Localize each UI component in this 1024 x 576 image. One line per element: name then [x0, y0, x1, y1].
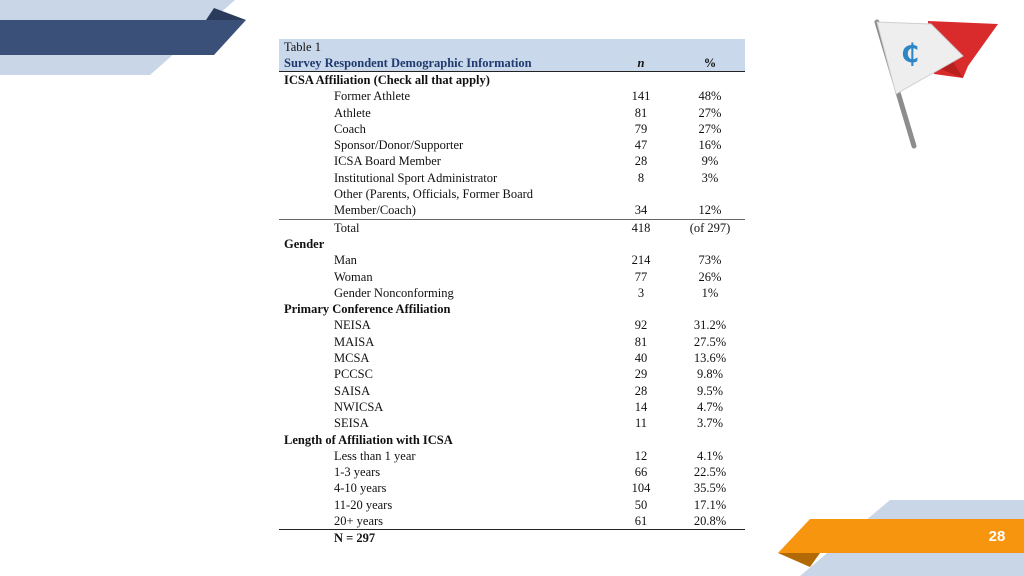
table-row: Sponsor/Donor/Supporter 47 16% [334, 138, 722, 153]
table-row: MAISA 81 27.5% [334, 334, 727, 349]
table-row: NWICSA 14 4.7% [334, 399, 724, 414]
table-row: Coach 79 27% [334, 121, 722, 136]
table-row: SEISA 11 3.7% [334, 416, 724, 431]
logo-letter: ₵ [901, 39, 920, 69]
slide-number: 28 [988, 528, 1006, 545]
table-row: Less than 1 year 12 4.1% [334, 448, 724, 463]
table-footer: N = 297 [334, 531, 376, 546]
table-row: 4-10 years 104 35.5% [334, 481, 727, 496]
section-heading: Length of Affiliation with ICSA [284, 432, 453, 447]
column-header-percent: % [703, 56, 717, 70]
table-row: Gender Nonconforming 3 1% [334, 285, 719, 300]
table-row: Former Athlete 141 48% [334, 89, 722, 104]
flag-logo-icon [868, 16, 1008, 151]
table-caption: Table 1 [284, 40, 321, 54]
table-row: Woman 77 26% [334, 269, 722, 284]
table-row: Other (Parents, Officials, Former Board Member/Coach) 34 12% [334, 187, 722, 218]
demographic-table [279, 39, 745, 547]
top-left-decoration [0, 0, 250, 80]
table-row: Athlete 81 27% [334, 105, 722, 120]
section-heading: ICSA Affiliation (Check all that apply) [284, 73, 490, 87]
table-row: Institutional Sport Administrator 8 3% [334, 170, 719, 185]
total-row: Total 418 (of 297) [279, 219, 745, 236]
section-heading: Primary Conference Affiliation [284, 302, 451, 317]
table-row: 20+ years 61 20.8% [279, 513, 745, 530]
section-heading: Gender [284, 236, 325, 251]
table-row: MCSA 40 13.6% [334, 351, 727, 366]
table-row: PCCSC 29 9.8% [334, 367, 724, 382]
table-row: SAISA 28 9.5% [334, 383, 724, 398]
table-header [279, 39, 745, 72]
table-title: Survey Respondent Demographic Information [284, 56, 532, 70]
table-row: 11-20 years 50 17.1% [334, 497, 727, 512]
table-row: 1-3 years 66 22.5% [334, 465, 727, 480]
column-header-n: n [637, 56, 645, 70]
table-row: ICSA Board Member 28 9% [334, 154, 719, 169]
table-row: NEISA 92 31.2% [334, 318, 727, 333]
table-row: Man 214 73% [334, 253, 722, 268]
